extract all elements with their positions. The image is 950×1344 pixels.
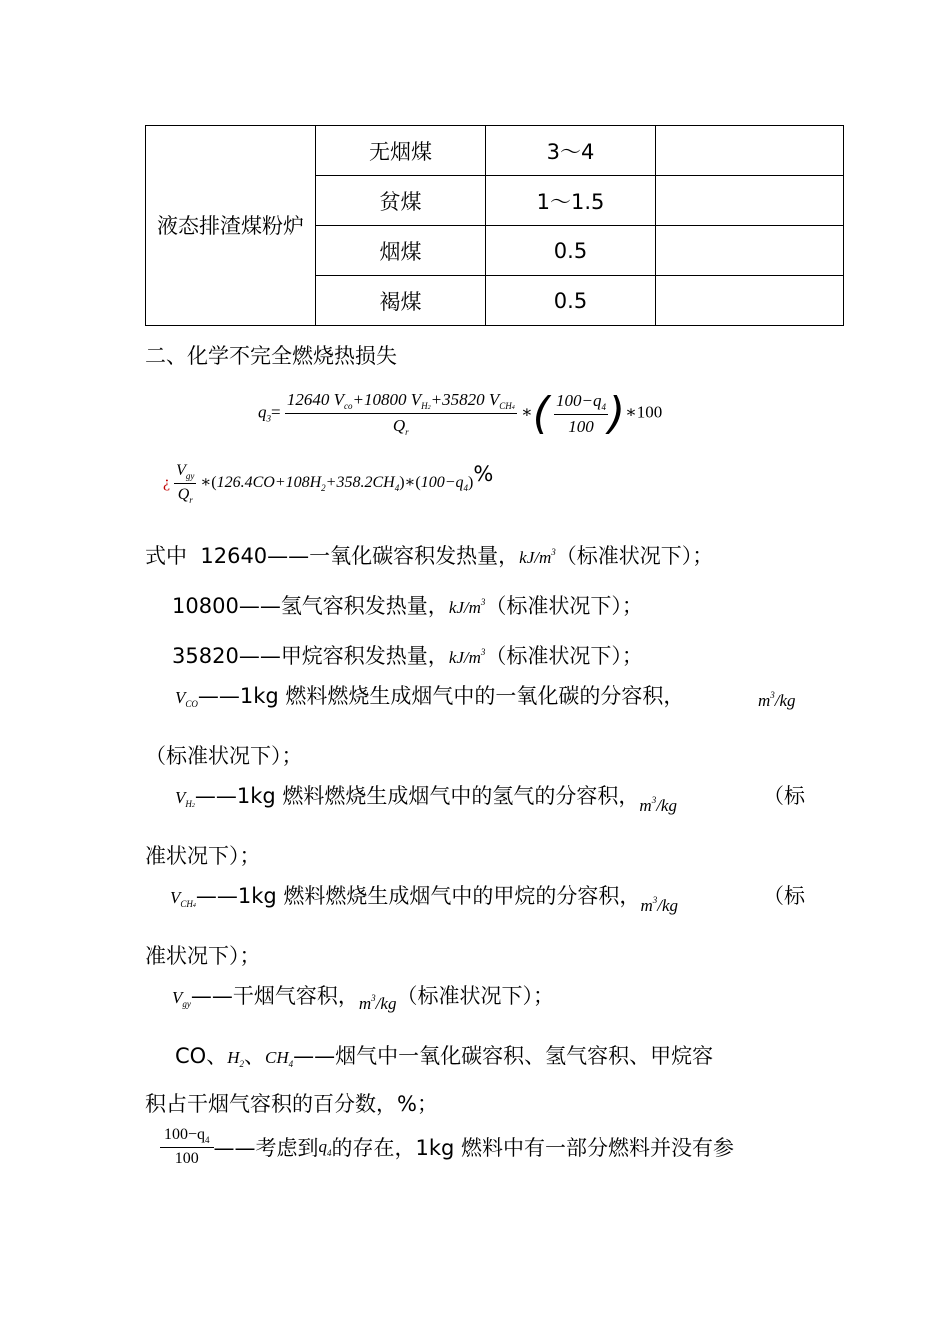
unit-m3kg (758, 690, 796, 711)
note-cell (656, 126, 844, 176)
def-h2: H (227, 1048, 240, 1067)
formula-lhs-sub: 3 (266, 413, 271, 424)
note-cell (656, 226, 844, 276)
unit-m: m (639, 796, 652, 815)
percent-sign: % (473, 462, 494, 487)
def-std-close: 准状况下）； (145, 944, 261, 968)
coef-ch4: +35820 (430, 390, 485, 409)
unit-sup: 3 (480, 647, 486, 657)
unit-m: m (358, 994, 372, 1013)
sub-ch4-index: 4 (511, 405, 515, 411)
formula2-tail-sub: 4 (463, 483, 469, 494)
formula2-body-sub-ch: 4 (394, 483, 400, 494)
note-cell (656, 276, 844, 326)
paren-num: 100−q (555, 390, 602, 410)
def-text: ——甲烷容积发热量， (238, 644, 449, 668)
formula2-tail: 100−q (420, 474, 464, 492)
loss-value-cell: 0.5 (486, 276, 656, 326)
coal-name-cell: 无烟煤 (316, 126, 486, 176)
unit-kj: kJ/m (519, 548, 552, 567)
def-text: ——干烟气容积， (190, 984, 359, 1008)
furnace-type-cell (146, 126, 316, 326)
sub-h2-index: 2 (427, 405, 431, 411)
frac-den: Q (177, 486, 190, 503)
unit-tail: /kg (375, 994, 397, 1013)
formula-lead-glyph: ¿ (163, 474, 171, 492)
def-vch4: $V_{CH4}——1kg$ 燃料燃烧生成烟气中的甲烷的分容积，$_{m^3/kg}$ (170, 884, 678, 915)
def-sep: 、 (243, 1044, 265, 1068)
def-std-open: （标 (763, 784, 805, 808)
frac-num-sub: gy (185, 471, 195, 481)
formula2-body-mid: +358.2CH (325, 474, 395, 492)
formula-paren-fraction (554, 391, 608, 437)
def-symbol: V (175, 788, 186, 807)
denominator-q: Q (392, 416, 406, 435)
loss-value-cell: 1～1.5 (486, 176, 656, 226)
def-symbol-sub: CO (185, 699, 198, 709)
def-text: ——一氧化碳容积发热量， (267, 544, 520, 568)
formula-q3: $q_3=$ $\frac{12640 V_{co}+10800 V_{H2}+35820 V_{CH4}}{Q_r}$ ∗( $\frac{100-q_4}{100}$ )∗100 (258, 388, 663, 439)
def-text: ——1kg 燃料燃烧生成烟气中的甲烷的分容积， (195, 884, 641, 908)
def-std-open: （标 (763, 884, 805, 908)
coal-name-cell: 烟煤 (316, 226, 486, 276)
def-35820 (172, 640, 643, 670)
def-term: 35820 (172, 644, 239, 668)
paren-num-sub: 4 (601, 401, 606, 412)
def-symbol-sub: CH (180, 899, 193, 909)
coal-name-cell: 贫煤 (316, 176, 486, 226)
coef-co: 12640 (286, 390, 330, 409)
def-symbol: V (175, 688, 186, 707)
q4-frac-num: 100−q (164, 1126, 206, 1143)
unit-tail: /kg (657, 896, 678, 915)
unit-sup: 3 (770, 690, 775, 700)
def-std: （标准状况下）； (396, 984, 554, 1008)
def-vh2: $V_{H2}——1kg$ 燃料燃烧生成烟气中的氢气的分容积，$_{m^3/kg}$ (175, 784, 677, 815)
formula2-body-sub-h: 2 (321, 483, 326, 494)
def-ch4-sub: 4 (288, 1059, 294, 1069)
def-text: 的存在，1kg 燃料中有一部分燃料并没有参 (331, 1136, 735, 1160)
def-10800 (172, 590, 643, 620)
def-q: q (318, 1136, 328, 1156)
table-row (146, 126, 844, 176)
denominator-sub: r (405, 427, 409, 437)
formula2-body: 126.4CO+108H (216, 474, 322, 492)
def-text: ——烟气中一氧化碳容积、氢气容积、甲烷容 (293, 1044, 714, 1068)
coef-h2: +10800 (352, 390, 407, 409)
def-std: （标准状况下）； (485, 644, 643, 668)
unit-kj: kJ/m (448, 598, 481, 617)
def-ch4: CH (264, 1048, 289, 1067)
def-std: （标准状况下）； (485, 594, 643, 618)
def-vgy (172, 980, 554, 1014)
def-std: （标准状况下）； (555, 544, 714, 568)
def-text: ——1kg 燃料燃烧生成烟气中的一氧化碳的分容积， (197, 684, 685, 708)
formula-main-fraction: $\frac{12640 V_{co}+10800 V_{H2}+35820 V_{CH4}}{Q_r}$ (286, 390, 515, 437)
sub-h2: H (421, 401, 428, 411)
def-q4-factor (160, 1126, 734, 1168)
sub-co: co (343, 401, 353, 411)
def-symbol: V (172, 988, 183, 1007)
paren-den: 100 (568, 416, 594, 436)
formula-tail: ∗100 (625, 402, 663, 422)
def-q-sub: 4 (327, 1147, 332, 1158)
unit-tail: /kg (774, 691, 796, 710)
def-12640 (145, 540, 713, 570)
formula-q3-simplified: ¿ $\frac{V_{gy}}{Q_r}$ $∗(126.4CO+108H_2+358.2CH_4)∗(100-q_4)\%$ (163, 462, 494, 505)
def-text: ——氢气容积发热量， (238, 594, 449, 618)
def-h2-sub: 2 (239, 1059, 244, 1069)
coal-name-cell: 褐煤 (316, 276, 486, 326)
def-gas-fractions (175, 1040, 713, 1070)
q4-fraction (160, 1126, 214, 1168)
def-intro: 式中 (145, 544, 187, 568)
unit-tail: /kg (656, 796, 677, 815)
loss-value-cell: 3～4 (486, 126, 656, 176)
unit-m: m (640, 896, 653, 915)
unit-m: m (758, 691, 771, 710)
def-gas-fractions-cont: 积占干烟气容积的百分数，%； (145, 1092, 438, 1116)
def-text: ——考虑到 (213, 1136, 319, 1160)
def-vco (175, 680, 684, 710)
unit-kj: kJ/m (448, 648, 481, 667)
def-text: ——1kg 燃料燃烧生成烟气中的氢气的分容积， (194, 784, 640, 808)
furnace-type-label: 液态排渣煤粉炉 (157, 213, 304, 238)
formula-lhs: q (258, 402, 267, 422)
sub-ch4: CH (499, 401, 512, 411)
formula2-fraction (174, 462, 196, 505)
def-symbol: V (170, 888, 181, 907)
def-symbol-sub: H (185, 799, 192, 809)
unit-sup: 3 (551, 547, 556, 557)
unit-sup: 3 (371, 993, 376, 1003)
frac-num: V (176, 462, 186, 479)
def-term: 12640 (200, 544, 268, 568)
def-term: 10800 (172, 594, 239, 618)
loss-value-cell: 0.5 (486, 226, 656, 276)
def-std-close: 准状况下）； (145, 844, 261, 868)
frac-den-sub: r (189, 495, 193, 505)
unit-sup: 3 (480, 597, 486, 607)
coal-loss-table (145, 125, 844, 326)
unit-sup: 3 (651, 795, 657, 805)
unit-sup: 3 (652, 895, 658, 905)
section-heading: 二、化学不完全燃烧热损失 (145, 344, 397, 368)
q4-frac-num-sub: 4 (205, 1135, 210, 1145)
def-symbol-sub: gy (182, 999, 191, 1009)
q4-frac-den: 100 (174, 1150, 199, 1167)
def-std-wrap: （标准状况下）； (145, 744, 303, 768)
note-cell (656, 176, 844, 226)
def-co: CO、 (175, 1044, 228, 1068)
